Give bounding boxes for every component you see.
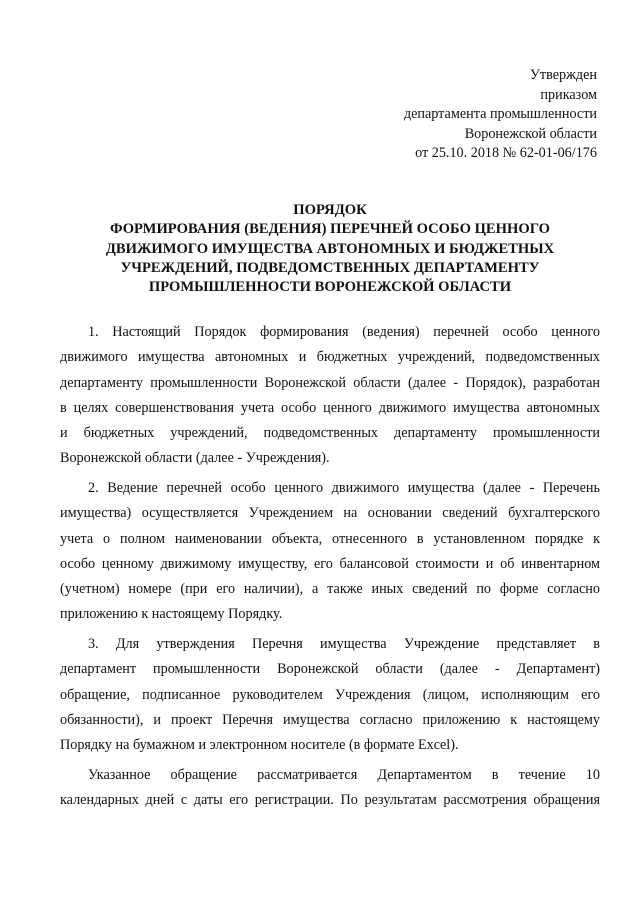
approval-line: от 25.10. 2018 № 62-01-06/176	[415, 145, 597, 162]
text-line: приложению к настоящему Порядку.	[60, 606, 283, 623]
approval-line: Воронежской области	[464, 125, 597, 142]
text-line: имущества) осуществляется Учреждением на основании сведений бухгалтерского	[60, 505, 600, 522]
text-line: учета о полном наименовании объекта, отнесенного в установленном порядке к	[60, 530, 600, 547]
approval-stamp	[404, 66, 597, 164]
text-line: 1. Настоящий Порядок формирования (ведения) перечней особо ценного	[88, 324, 600, 340]
title-line: ПОРЯДОК	[293, 202, 367, 218]
title-line: УЧРЕЖДЕНИЙ, ПОДВЕДОМСТВЕННЫХ ДЕПАРТАМЕНТУ	[120, 259, 540, 276]
text-line: движимого имущества автономных и бюджетных учреждений, подведомственных	[60, 349, 600, 366]
text-line: департамент промышленности Воронежской области (далее - Департамент)	[60, 661, 600, 678]
text-line: (учетном) номере (при его наличии), а также иных сведений по форме согласно	[60, 581, 600, 598]
approval-line: департамента промышленности	[403, 106, 597, 123]
text-line: в целях совершенствования учета особо ценного движимого имущества автономных	[60, 399, 600, 416]
text-line: обращение, подписанное руководителем Учреждения (лицом, исполняющим его	[60, 686, 600, 703]
text-line: календарных дней с даты его регистрации. По результатам рассмотрения обращения	[60, 791, 600, 808]
text-line: обязанности), и проект Перечня имущества согласно приложению к настоящему	[60, 711, 600, 728]
text-line: Порядку на бумажном и электронном носителе (в формате Excel).	[60, 737, 459, 754]
text-line: особо ценному движимому имуществу, его балансовой стоимости и об инвентарном	[60, 555, 600, 572]
document-body	[60, 320, 600, 817]
text-line: 2. Ведение перечней особо ценного движимого имущества (далее - Перечень	[88, 479, 600, 496]
approval-line: приказом	[540, 86, 597, 103]
paragraph-1	[60, 320, 600, 472]
text-line: департаменту промышленности Воронежской области (далее - Порядок), разработан	[60, 374, 600, 391]
text-line: Указанное обращение рассматривается Департаментом в течение 10	[88, 766, 600, 783]
text-line: 3. Для утверждения Перечня имущества Учреждение представляет в	[88, 635, 600, 652]
approval-line: Утвержден	[529, 67, 597, 83]
paragraph-4	[60, 763, 600, 814]
title-line: ДВИЖИМОГО ИМУЩЕСТВА АВТОНОМНЫХ И БЮДЖЕТНЫХ	[105, 240, 555, 257]
title-line: ФОРМИРОВАНИЯ (ВЕДЕНИЯ) ПЕРЕЧНЕЙ ОСОБО ЦЕННОГО	[109, 221, 550, 238]
document-title	[60, 201, 600, 297]
title-line: ПРОМЫШЛЕННОСТИ ВОРОНЕЖСКОЙ ОБЛАСТИ	[148, 279, 512, 296]
paragraph-3	[60, 632, 600, 758]
text-line: Воронежской области (далее - Учреждения).	[60, 450, 330, 467]
text-line: и бюджетных учреждений, подведомственных департаменту промышленности	[60, 425, 600, 442]
paragraph-2	[60, 476, 600, 628]
